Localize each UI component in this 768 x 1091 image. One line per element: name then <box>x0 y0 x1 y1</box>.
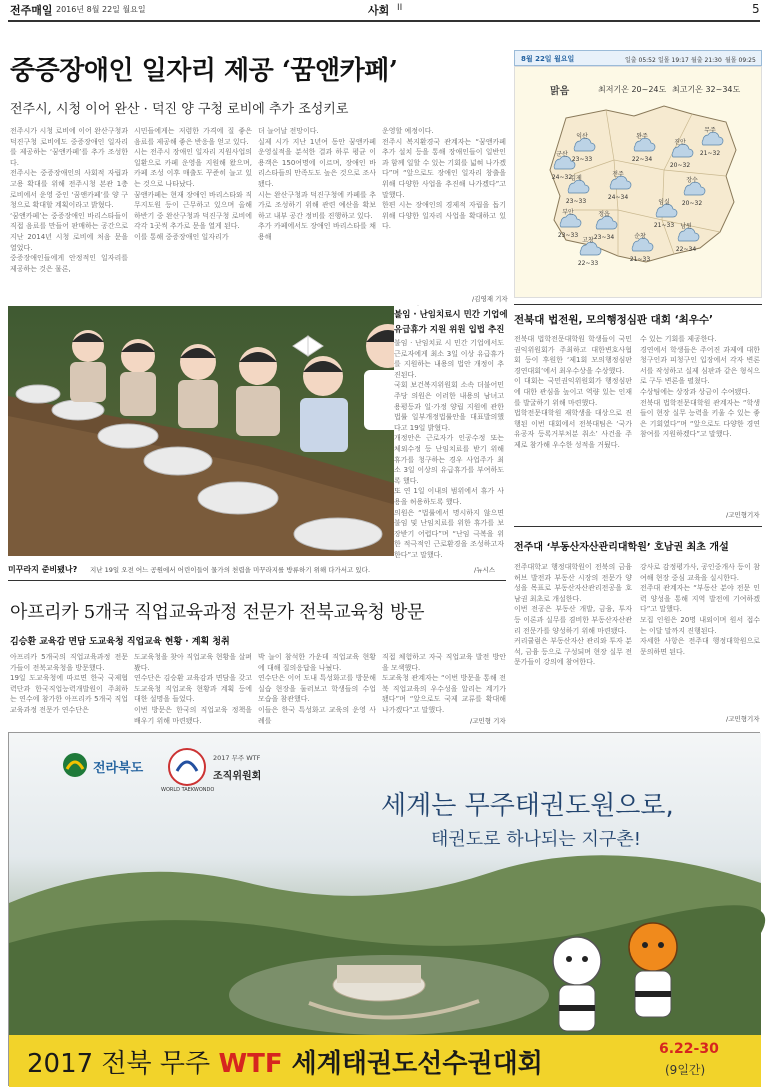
weather-max: 최고기온 32~34도 <box>672 85 741 94</box>
weather-region-name: 임실 <box>658 199 670 206</box>
weather-region-name: 남원 <box>680 223 692 230</box>
lead-col-4: 운영할 예정이다. 전주시 복지환경국 관계자는 “꿈앤카페 추가 설치 등을 통해 장애인들이 일반인과 함께 일할 수 있는 기회를 넓혀 나가겠다”며 “앞으로도 장애인 일자리 창출을 위해 다양한 사업을 추진해 나가겠다”고 말했다. 한편 시는 장애인의 경제적 자립을 돕기 위해 다양한 일자리 사업을 확대하고 있다. <box>382 127 506 231</box>
africa-col-1: 아프리카 5개국의 직업교육과정 전문가들이 전북교육청을 방문했다. 19일 도교육청에 따르면 한국 국제협력단과 한국직업능력개발원이 주최하는 연수에 참가한 아프리카 5개국 직업교육과정 전문가 연수단은 <box>10 653 128 714</box>
mascot-white-tiger-icon <box>537 931 617 1041</box>
weather-condition: 맑음 <box>550 86 570 97</box>
weather-region-temp: 23~33 <box>557 232 579 239</box>
weather-region-name: 완주 <box>636 133 648 140</box>
photo-caption-text: 지난 19일 오전 어느 공원에서 어린이들이 물가의 천렵을 미꾸라지를 방류하기 위해 다가서고 있다. <box>90 566 371 574</box>
africa-col-2: 도교육청을 찾아 직업교육 현황을 살펴봤다. 연수단은 김승환 교육감과 면담을 갖고 도교육청 직업교육 현황과 계획 등에 대한 설명을 들었다. 이번 방문은 한국의 직업교육 정책을 배우기 위해 마련됐다. <box>134 653 252 725</box>
weather-region-temp: 21~33 <box>629 256 651 263</box>
ad-event-wtf: WTF <box>218 1049 283 1079</box>
ad-event-suffix: 세계태권도선수권대회 <box>282 1049 543 1079</box>
weather-region-temp: 23~33 <box>565 198 587 205</box>
ad-banner <box>8 732 760 1086</box>
wtf-emblem-icon <box>167 747 207 787</box>
ad-logo-box <box>61 745 287 799</box>
weather-region-name: 전주 <box>612 171 624 178</box>
lead-subhead: 전주시, 시청 이어 완산 · 덕진 양 구청 로비에 추가 조성키로 <box>10 102 349 117</box>
weather-region-temp: 24~34 <box>607 194 629 201</box>
right-bottom-byline: /고민형기자 <box>726 715 760 723</box>
weather-region-temp: 21~33 <box>653 222 675 229</box>
province-logo-icon <box>61 751 89 779</box>
weather-sunrise: 일출 05:52 <box>625 57 656 64</box>
lead-col-2: 시민들에게는 저렴한 가격에 질 좋은 음료를 제공해 좋은 반응을 얻고 있다. 시는 전주시 장애인 일자리 지원사업의 일환으로 카페 운영을 지원해 왔으며, 카페 조성 이후 매출도 꾸준히 늘고 있는 것으로 나타났다. 꿈앤카페는 현재 장애인 바리스타와 직무지도원 등이 근무하고 있으며 올해 하반기 중 완산구청과 덕진구청 로비에 각각 1곳씩 추가로 문을 열게 된다. 이를 통해 중증장애인 일자리가 <box>134 127 252 241</box>
paper-name: 전주매일 <box>10 4 53 17</box>
ad-event-title <box>27 1043 687 1081</box>
mid-body: 불임 · 난임치료 시 민간 기업에서도 근로자에게 최소 3일 이상 유급휴가를 지원하는 내용의 법안 개정이 추진된다. 국회 보건복지위원회 소속 더불어민주당 의원은 이러한 내용의 남녀고용평등과 일·가정 양립 지원에 관한 법률 일부개정법률안을 대표발의했다고 19일 밝혔다. 개정안은 근로자가 인공수정 또는 체외수정 등 난임치료를 받기 위해 휴가를 청구하는 경우 사업주가 최소 3일 이상의 유급휴가를 부여하도록 했다. 또 연 1일 이내의 범위에서 휴가 사용을 허용하도록 했다. 의원은 “법률에서 명시하지 않으면 불임 및 난임치료를 위한 휴가를 보장받기 어렵다”며 “난임 극복을 위한 적극적인 근로환경을 조성하고자 한다”고 말했다. <box>394 339 504 559</box>
weather-sunset: 일몰 19:17 <box>658 57 689 64</box>
ad-emblem-text: WORLD TAEKWONDO <box>161 787 215 793</box>
weather-region-name: 무주 <box>704 127 716 134</box>
header-rule <box>8 20 760 22</box>
weather-region-temp: 22~34 <box>631 156 653 163</box>
right-bottom-headline: 전주대 ‘부동산자산관리대학원’ 호남권 최초 개설 <box>514 542 729 553</box>
ad-event-dates: 6.22-30 <box>659 1041 719 1057</box>
ad-province: 전라북도 <box>93 761 144 776</box>
photo-caption-title: 미꾸라지 준비됐나? <box>8 565 78 574</box>
weather-region-name: 익산 <box>576 133 588 140</box>
ad-slogan-line2: 태권도로 하나되는 지구촌! <box>431 829 641 850</box>
right-top-rule <box>514 304 762 305</box>
lead-headline: 중증장애인 일자리 제공 ‘꿈앤카페’ <box>10 56 398 86</box>
weather-region-name: 정읍 <box>598 211 610 218</box>
page-number: 5 <box>752 2 760 16</box>
ad-committee-top: 2017 무주 WTF <box>213 754 261 762</box>
weather-region-name: 김제 <box>570 175 582 182</box>
weather-region-name: 진안 <box>674 139 686 146</box>
right-top-body-left: 전북대 법학전문대학원 학생들이 국민권익위원회가 주최하고 대한변호사협회 등이 후원한 ‘제1회 모의행정심판 경연대회’에서 최우수상을 수상했다. 이 대회는 국민권익위원회가 행정심판에 대한 관심을 높이고 역량 있는 인재를 발굴하기 위해 마련했다. 법학전문대학원 재학생을 대상으로 진행된 이번 대회에서 전북대팀은 ‘국가유공자 등록거부처분 취소’ 사건을 주제로 참가해 우수한 성적을 거뒀다. <box>514 335 632 449</box>
africa-subhead: 김승환 교육감 면담 도교육청 직업교육 현황 · 계획 청취 <box>10 637 230 647</box>
right-top-headline: 전북대 법전원, 모의행정심판 대회 ‘최우수’ <box>514 314 714 326</box>
right-bottom-body-right: 강사로 감정평가사, 공인중개사 등이 참여해 현장 중심 교육을 실시한다. 전주대 관계자는 “부동산 분야 전문 인력 양성을 통해 지역 발전에 기여하겠다”고 말했다. 모집 인원은 20명 내외이며 원서 접수는 이달 말까지 진행된다. 자세한 사항은 전주대 행정대학원으로 문의하면 된다. <box>640 563 760 656</box>
photo-caption-credit: /뉴시스 <box>474 566 496 574</box>
mid-story <box>394 306 508 562</box>
mid-headline-1: 불임 · 난임치료시 민간 기업에 <box>394 310 508 320</box>
mascot-orange-tiger-icon <box>613 917 693 1027</box>
weather-region-name: 부안 <box>562 209 574 216</box>
lead-byline: /김영재 기자 <box>472 295 508 303</box>
lead-col-1: 전주시가 시청 로비에 이어 완산구청과 덕진구청 로비에도 중증장애인 일자리를 제공하는 ‘꿈앤카페’를 추가 조성한다. 전주시는 중증장애인의 사회적 자립과 고용 확대를 위해 전주시청 본관 1층 로비에서 운영 중인 ‘꿈앤카페’를 양 구청으로 확대할 계획이라고 밝혔다. ‘꿈앤카페’는 중증장애인 바리스타들이 직접 음료를 만들어 판매하는 공간으로 지난 2014년 시청 로비에 처음 문을 열었다. 중증장애인들에게 안정적인 일자리를 제공하는 것은 물론, <box>10 127 128 273</box>
weather-region-temp: 23~34 <box>593 234 615 241</box>
mid-headline-2: 유급휴가 지원 위원 입법 추진 <box>394 325 505 335</box>
africa-col-3: 박 늘이 참석한 가운데 직업교육 현황에 대해 질의응답을 나눴다. 연수단은 이어 도내 특성화고를 방문해 실습 현장을 둘러보고 학생들의 수업 모습을 참관했다. 이들은 한국 특성화고 교육의 운영 사례를 <box>258 653 376 725</box>
right-top-byline: /고민형기자 <box>726 511 760 519</box>
right-bottom-rule <box>514 526 762 527</box>
africa-rule <box>8 580 506 581</box>
weather-region-temp: 20~32 <box>669 162 691 169</box>
weather-moonrise: 월출 21:30 <box>691 57 722 64</box>
weather-moonset: 월몰 09:25 <box>725 57 756 64</box>
weather-date: 8월 22일 월요일 <box>521 55 575 63</box>
africa-col-4: 직접 체험하고 자국 직업교육 발전 방안을 모색했다. 도교육청 관계자는 “이번 방문을 통해 전북 직업교육의 우수성을 알리는 계기가 됐다”며 “앞으로도 국제 교류를 확대해 나가겠다”고 말했다. <box>382 653 506 714</box>
section-name: 사회 <box>368 4 390 17</box>
weather-region-temp: 24~32 <box>551 174 573 181</box>
weather-region-name: 고창 <box>582 237 594 244</box>
weather-region-name: 장수 <box>686 177 698 184</box>
weather-map <box>514 50 762 298</box>
weather-region-temp: 22~34 <box>675 246 697 253</box>
weather-region-temp: 21~32 <box>699 150 721 157</box>
masthead <box>10 2 760 18</box>
africa-byline: /고민형 기자 <box>470 717 506 725</box>
section-suffix: II <box>397 3 403 13</box>
weather-region-temp: 20~32 <box>681 200 703 207</box>
ad-slogan-line1: 세계는 무주태권도원으로, <box>381 791 674 821</box>
header-date: 2016년 8월 22일 월요일 <box>56 5 146 14</box>
weather-box <box>514 50 762 298</box>
weather-region-temp: 22~33 <box>577 260 599 267</box>
africa-headline: 아프리카 5개국 직업교육과정 전문가 전북교육청 방문 <box>10 602 425 623</box>
weather-region-name: 순창 <box>634 233 646 240</box>
ad-committee-bottom: 조직위원회 <box>213 771 262 782</box>
weather-region-temp: 23~33 <box>571 156 593 163</box>
weather-min: 최저기온 20~24도 <box>598 85 667 94</box>
ad-event-prefix: 2017 전북 무주 <box>27 1049 219 1079</box>
right-top-body-right: 수 있는 기회를 제공한다. 경연에서 학생들은 주어진 과제에 대한 청구인과 피청구인 입장에서 각자 변론서를 작성하고 실제 심판과 같은 형식으로 구두 변론을 펼쳤다. 수상팀에는 상장과 상금이 수여됐다. 전북대 법학전문대학원 관계자는 “학생들이 현장 실무 능력을 키울 수 있는 좋은 기회였다”며 “앞으로도 다양한 경연 참여를 지원하겠다”고 말했다. <box>640 335 760 439</box>
right-bottom-body-left: 전주대학교 행정대학원이 전북의 금융허브 발전과 부동산 시장의 전문가 양성을 목표로 부동산자산관리전공을 호남권 최초로 개설한다. 이번 전공은 부동산 개발, 금융, 투자 등 이론과 실무를 겸비한 부동산자산관리 전문가를 양성하기 위해 마련됐다. 커리큘럼은 부동산자산 관리와 투자 분석, 금융 등으로 구성되며 현장 실무 전문가들이 강의에 참여한다. <box>514 563 632 667</box>
ad-event-days: (9일간) <box>665 1063 706 1077</box>
lead-col-3: 더 늘어날 전망이다. 실제 시가 지난 1년여 동안 꿈앤카페 운영실적을 분석한 결과 하루 평균 이용객은 150여명에 이르며, 장애인 바리스타들의 만족도도 높은 것으로 조사됐다. 시는 완산구청과 덕진구청에 카페를 추가로 조성하기 위해 관련 예산을 확보하고 내부 공간 정비를 진행하고 있다. 추가 카페에서도 장애인 바리스타를 채용해 <box>258 127 376 241</box>
weather-region-name: 군산 <box>556 151 568 158</box>
